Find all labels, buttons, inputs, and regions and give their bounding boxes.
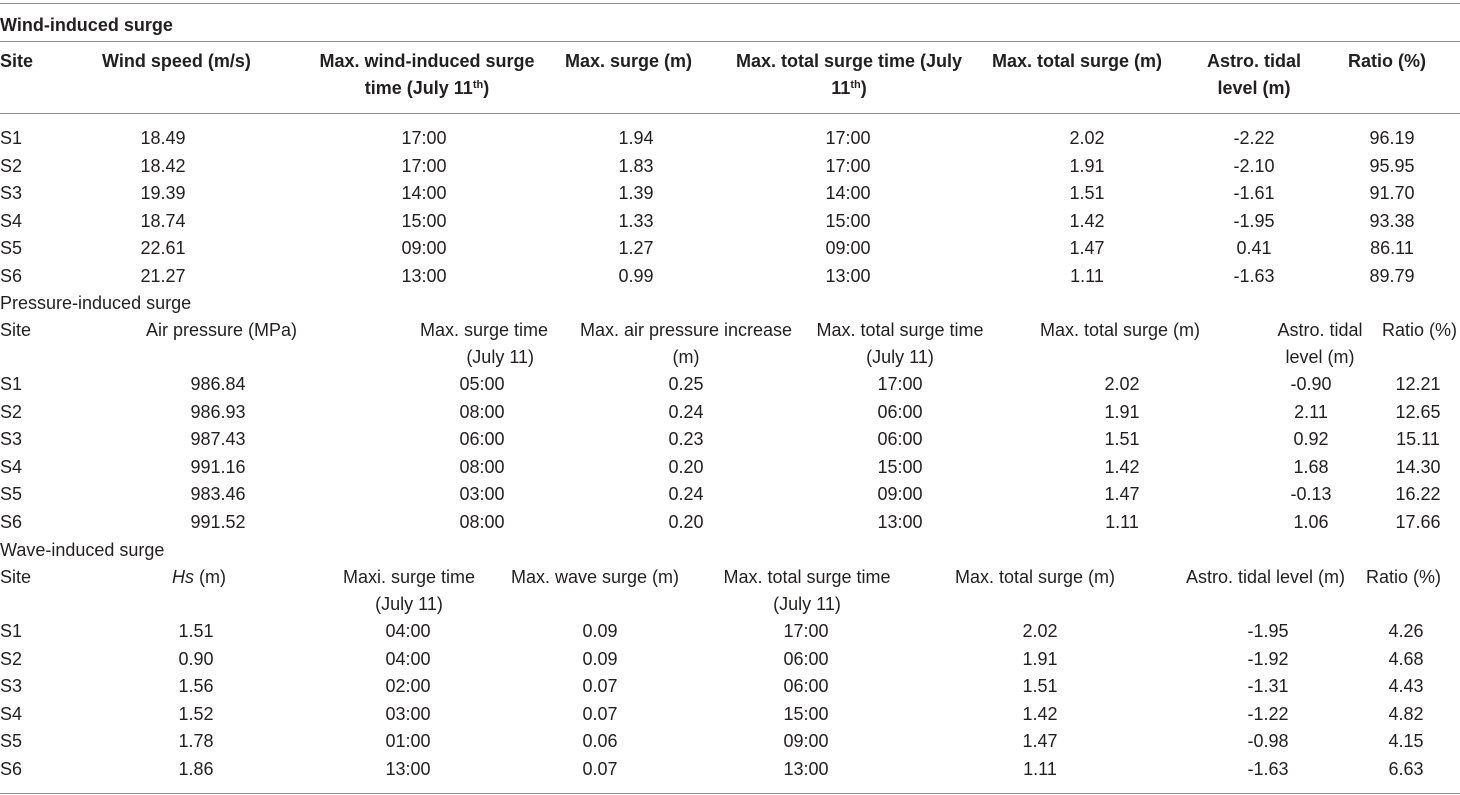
pressure-header-max-air-pressure-increase: Max. air pressure increase (m) bbox=[579, 320, 793, 367]
cell-max-air-pressure-increase: 0.20 bbox=[668, 511, 704, 532]
section-title-wind: Wind-induced surge bbox=[0, 15, 173, 35]
cell-site: S5 bbox=[0, 484, 23, 504]
cell-wind-speed: 22.61 bbox=[140, 238, 186, 258]
cell-max-total-surge-time: 06:00 bbox=[783, 648, 829, 669]
cell-max-total-surge-time: 15:00 bbox=[825, 210, 871, 231]
cell-max-surge-time: 08:00 bbox=[459, 401, 505, 422]
cell-max-total-surge: 2.02 bbox=[1069, 128, 1105, 148]
wave-header-site: Site bbox=[0, 567, 32, 587]
wave-header-ratio: Ratio (%) bbox=[1366, 567, 1442, 587]
wind-header-astro-tidal-level: Astro. tidal level (m) bbox=[1206, 51, 1301, 98]
cell-max-total-surge: 1.91 bbox=[1069, 155, 1105, 176]
cell-astro-tidal-level: -0.98 bbox=[1247, 731, 1289, 751]
top-rule bbox=[0, 3, 1460, 4]
cell-max-air-pressure-increase: 0.24 bbox=[668, 484, 704, 504]
cell-hs: 1.78 bbox=[178, 731, 214, 751]
cell-max-total-surge-time: 06:00 bbox=[783, 676, 829, 696]
cell-max-surge-time: 03:00 bbox=[459, 484, 505, 504]
cell-max-surge-time: 08:00 bbox=[459, 456, 505, 477]
cell-max-wave-surge: 0.07 bbox=[582, 676, 618, 696]
cell-max-total-surge-time: 09:00 bbox=[825, 238, 871, 258]
cell-max-wind-surge-time: 17:00 bbox=[401, 155, 447, 176]
cell-astro-tidal-level: -1.63 bbox=[1247, 758, 1289, 779]
cell-max-total-surge-time: 17:00 bbox=[825, 128, 871, 148]
wave-header-max-total-surge-time: Max. total surge time (July 11) bbox=[723, 567, 891, 614]
cell-wind-speed: 18.42 bbox=[140, 155, 186, 176]
cell-hs: 1.86 bbox=[178, 758, 214, 779]
cell-max-surge: 1.83 bbox=[618, 155, 654, 176]
cell-max-total-surge-time: 09:00 bbox=[877, 484, 923, 504]
wind-header-max-total-surge-time: Max. total surge time (July 11th) bbox=[735, 51, 963, 98]
cell-ratio: 12.65 bbox=[1395, 401, 1441, 422]
cell-astro-tidal-level: 1.06 bbox=[1293, 511, 1329, 532]
cell-site: S4 bbox=[0, 703, 23, 724]
cell-max-wave-surge: 0.09 bbox=[582, 621, 618, 641]
cell-astro-tidal-level: -1.61 bbox=[1233, 183, 1275, 203]
cell-max-surge: 0.99 bbox=[618, 265, 654, 286]
cell-max-total-surge-time: 15:00 bbox=[877, 456, 923, 477]
cell-site: S6 bbox=[0, 511, 23, 532]
cell-ratio: 15.11 bbox=[1396, 429, 1440, 449]
wind-header-ratio: Ratio (%) bbox=[1348, 51, 1426, 71]
cell-max-total-surge: 2.02 bbox=[1104, 374, 1140, 394]
cell-maxi-surge-time: 01:00 bbox=[385, 731, 431, 751]
cell-astro-tidal-level: -0.13 bbox=[1290, 484, 1332, 504]
pressure-header-site: Site bbox=[0, 320, 32, 340]
cell-max-total-surge: 1.11 bbox=[1070, 265, 1104, 286]
cell-astro-tidal-level: -1.31 bbox=[1247, 676, 1289, 696]
wind-header-top-rule bbox=[0, 41, 1460, 42]
section-title-wave: Wave-induced surge bbox=[0, 540, 165, 560]
cell-site: S6 bbox=[0, 758, 23, 779]
cell-wind-speed: 21.27 bbox=[140, 265, 186, 286]
cell-max-wave-surge: 0.07 bbox=[582, 758, 618, 779]
cell-ratio: 96.19 bbox=[1369, 128, 1415, 148]
wave-header-hs: Hs (m) bbox=[172, 567, 226, 587]
cell-max-air-pressure-increase: 0.25 bbox=[668, 374, 704, 394]
wind-header-bottom-rule bbox=[0, 113, 1460, 114]
cell-site: S2 bbox=[0, 155, 23, 176]
cell-max-total-surge: 1.42 bbox=[1022, 703, 1058, 724]
cell-hs: 1.51 bbox=[178, 621, 214, 641]
cell-max-total-surge-time: 09:00 bbox=[783, 731, 829, 751]
cell-max-total-surge-time: 13:00 bbox=[877, 511, 923, 532]
cell-astro-tidal-level: -2.22 bbox=[1233, 128, 1275, 148]
cell-site: S4 bbox=[0, 210, 23, 231]
cell-max-wind-surge-time: 09:00 bbox=[401, 238, 447, 258]
cell-max-total-surge: 1.51 bbox=[1104, 429, 1140, 449]
cell-hs: 1.56 bbox=[178, 676, 214, 696]
cell-max-total-surge-time: 17:00 bbox=[783, 621, 829, 641]
cell-astro-tidal-level: -1.95 bbox=[1247, 621, 1289, 641]
cell-max-total-surge-time: 17:00 bbox=[877, 374, 923, 394]
cell-max-wind-surge-time: 15:00 bbox=[401, 210, 447, 231]
cell-ratio: 93.38 bbox=[1369, 210, 1415, 231]
cell-ratio: 86.11 bbox=[1370, 238, 1414, 258]
cell-astro-tidal-level: -1.22 bbox=[1247, 703, 1289, 724]
cell-ratio: 95.95 bbox=[1369, 155, 1415, 176]
cell-max-total-surge: 1.11 bbox=[1023, 758, 1057, 779]
cell-max-wind-surge-time: 17:00 bbox=[401, 128, 447, 148]
cell-max-total-surge: 1.11 bbox=[1105, 511, 1139, 532]
cell-max-air-pressure-increase: 0.23 bbox=[668, 429, 704, 449]
cell-air-pressure: 991.16 bbox=[190, 456, 246, 477]
cell-maxi-surge-time: 03:00 bbox=[385, 703, 431, 724]
cell-max-total-surge-time: 06:00 bbox=[877, 429, 923, 449]
wave-header-maxi-surge-time: Maxi. surge time (July 11) bbox=[342, 567, 476, 614]
wind-header-site: Site bbox=[0, 51, 34, 71]
cell-max-total-surge: 1.42 bbox=[1104, 456, 1140, 477]
section-title-pressure: Pressure-induced surge bbox=[0, 293, 192, 313]
cell-astro-tidal-level: -1.92 bbox=[1247, 648, 1289, 669]
cell-max-total-surge-time: 06:00 bbox=[877, 401, 923, 422]
cell-astro-tidal-level: -0.90 bbox=[1290, 374, 1332, 394]
cell-air-pressure: 983.46 bbox=[190, 484, 246, 504]
wave-header-max-wave-surge: Max. wave surge (m) bbox=[511, 567, 680, 587]
wind-header-max-total-surge: Max. total surge (m) bbox=[992, 51, 1163, 71]
cell-site: S3 bbox=[0, 429, 23, 449]
cell-ratio: 17.66 bbox=[1395, 511, 1441, 532]
cell-site: S6 bbox=[0, 265, 23, 286]
wind-header-wind-speed: Wind speed (m/s) bbox=[102, 51, 251, 71]
cell-astro-tidal-level: -2.10 bbox=[1233, 155, 1275, 176]
pressure-header-astro-tidal-level: Astro. tidal level (m) bbox=[1277, 320, 1363, 367]
cell-site: S1 bbox=[0, 128, 23, 148]
cell-air-pressure: 986.93 bbox=[190, 401, 246, 422]
cell-site: S5 bbox=[0, 731, 23, 751]
cell-site: S5 bbox=[0, 238, 23, 258]
cell-max-total-surge: 1.42 bbox=[1069, 210, 1105, 231]
cell-max-total-surge-time: 17:00 bbox=[825, 155, 871, 176]
cell-max-surge: 1.33 bbox=[618, 210, 654, 231]
pressure-header-max-total-surge-time: Max. total surge time (July 11) bbox=[816, 320, 984, 367]
cell-max-total-surge-time: 14:00 bbox=[825, 183, 871, 203]
cell-maxi-surge-time: 04:00 bbox=[385, 621, 431, 641]
cell-site: S3 bbox=[0, 183, 23, 203]
cell-site: S2 bbox=[0, 401, 23, 422]
cell-max-total-surge: 1.91 bbox=[1022, 648, 1058, 669]
cell-astro-tidal-level: -1.63 bbox=[1233, 265, 1275, 286]
cell-max-total-surge-time: 15:00 bbox=[783, 703, 829, 724]
cell-ratio: 91.70 bbox=[1369, 183, 1415, 203]
cell-maxi-surge-time: 02:00 bbox=[385, 676, 431, 696]
cell-astro-tidal-level: -1.95 bbox=[1233, 210, 1275, 231]
cell-maxi-surge-time: 13:00 bbox=[385, 758, 431, 779]
cell-max-total-surge: 1.91 bbox=[1104, 401, 1140, 422]
cell-ratio: 16.22 bbox=[1395, 484, 1441, 504]
cell-max-total-surge: 1.51 bbox=[1022, 676, 1058, 696]
cell-ratio: 12.21 bbox=[1395, 374, 1441, 394]
cell-site: S4 bbox=[0, 456, 23, 477]
pressure-header-air-pressure: Air pressure (MPa) bbox=[146, 320, 298, 340]
cell-max-wind-surge-time: 13:00 bbox=[401, 265, 447, 286]
pressure-header-max-surge-time: Max. surge time (July 11) bbox=[419, 320, 548, 367]
wind-header-max-wind-surge-time: Max. wind-induced surge time (July 11th) bbox=[319, 51, 535, 98]
cell-max-wave-surge: 0.07 bbox=[582, 703, 618, 724]
cell-site: S1 bbox=[0, 621, 23, 641]
cell-max-surge: 1.94 bbox=[618, 128, 654, 148]
pressure-header-max-total-surge: Max. total surge (m) bbox=[1040, 320, 1201, 340]
cell-max-wave-surge: 0.09 bbox=[582, 648, 618, 669]
cell-hs: 0.90 bbox=[178, 648, 214, 669]
bottom-rule bbox=[0, 793, 1460, 794]
cell-max-wave-surge: 0.06 bbox=[582, 731, 618, 751]
cell-max-total-surge-time: 13:00 bbox=[783, 758, 829, 779]
cell-astro-tidal-level: 0.92 bbox=[1293, 429, 1329, 449]
cell-astro-tidal-level: 0.41 bbox=[1236, 238, 1272, 258]
wind-header-max-surge: Max. surge (m) bbox=[565, 51, 693, 71]
wave-header-max-total-surge: Max. total surge (m) bbox=[955, 567, 1116, 587]
cell-ratio: 4.82 bbox=[1388, 703, 1424, 724]
cell-air-pressure: 987.43 bbox=[190, 429, 246, 449]
cell-max-air-pressure-increase: 0.20 bbox=[668, 456, 704, 477]
cell-max-total-surge: 2.02 bbox=[1022, 621, 1058, 641]
cell-ratio: 6.63 bbox=[1388, 758, 1424, 779]
cell-site: S3 bbox=[0, 676, 23, 696]
wave-header-astro-tidal-level: Astro. tidal level (m) bbox=[1186, 567, 1346, 587]
cell-max-wind-surge-time: 14:00 bbox=[401, 183, 447, 203]
cell-ratio: 4.68 bbox=[1388, 648, 1424, 669]
cell-max-total-surge: 1.47 bbox=[1104, 484, 1140, 504]
cell-max-surge: 1.39 bbox=[618, 183, 654, 203]
cell-ratio: 89.79 bbox=[1369, 265, 1415, 286]
cell-max-surge: 1.27 bbox=[618, 238, 654, 258]
cell-max-surge-time: 05:00 bbox=[459, 374, 505, 394]
cell-hs: 1.52 bbox=[178, 703, 214, 724]
cell-ratio: 4.43 bbox=[1388, 676, 1424, 696]
cell-maxi-surge-time: 04:00 bbox=[385, 648, 431, 669]
pressure-header-ratio: Ratio (%) bbox=[1382, 320, 1458, 340]
cell-ratio: 4.15 bbox=[1388, 731, 1424, 751]
cell-air-pressure: 991.52 bbox=[190, 511, 246, 532]
cell-max-surge-time: 06:00 bbox=[459, 429, 505, 449]
cell-wind-speed: 18.49 bbox=[140, 128, 186, 148]
cell-max-total-surge: 1.47 bbox=[1069, 238, 1105, 258]
cell-wind-speed: 19.39 bbox=[140, 183, 186, 203]
cell-site: S1 bbox=[0, 374, 23, 394]
cell-max-air-pressure-increase: 0.24 bbox=[668, 401, 704, 422]
cell-astro-tidal-level: 2.11 bbox=[1294, 401, 1328, 422]
cell-site: S2 bbox=[0, 648, 23, 669]
cell-max-surge-time: 08:00 bbox=[459, 511, 505, 532]
cell-astro-tidal-level: 1.68 bbox=[1293, 456, 1329, 477]
cell-ratio: 4.26 bbox=[1388, 621, 1424, 641]
cell-wind-speed: 18.74 bbox=[140, 210, 186, 231]
cell-air-pressure: 986.84 bbox=[190, 374, 246, 394]
cell-max-total-surge-time: 13:00 bbox=[825, 265, 871, 286]
cell-max-total-surge: 1.51 bbox=[1069, 183, 1105, 203]
cell-max-total-surge: 1.47 bbox=[1022, 731, 1058, 751]
cell-ratio: 14.30 bbox=[1395, 456, 1441, 477]
